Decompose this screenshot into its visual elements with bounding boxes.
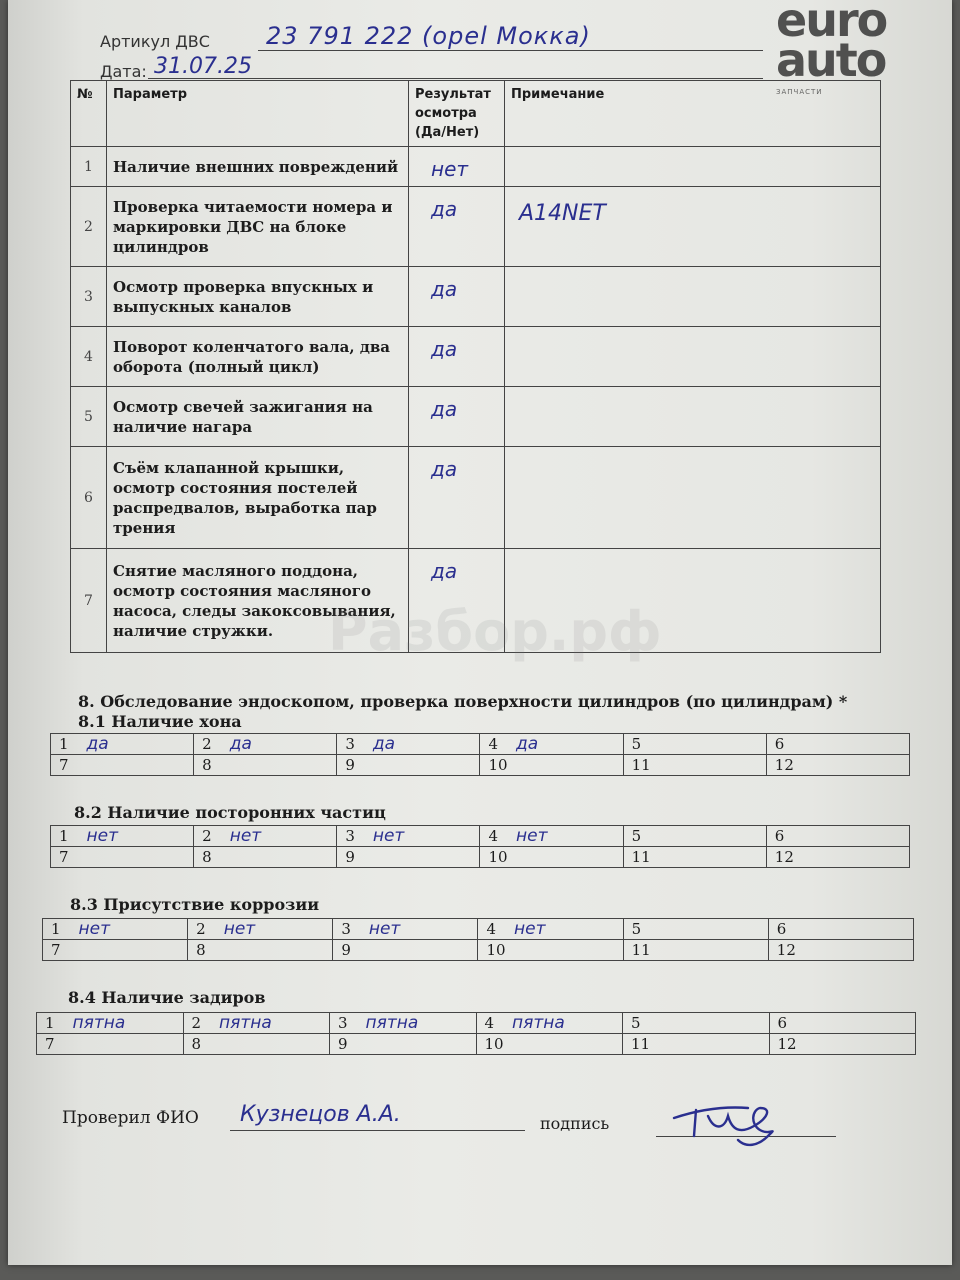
row-result: да [409, 387, 505, 447]
cylinder-cell [476, 1013, 623, 1034]
cylinder-cell [37, 1013, 184, 1034]
table-row [71, 447, 881, 549]
inspection-table [70, 80, 881, 653]
cylinder-cell [333, 940, 478, 961]
paper-sheet [8, 0, 952, 1265]
row-result: да [409, 327, 505, 387]
cylinder-value: нет [516, 826, 548, 846]
cylinder-number: 8 [202, 756, 212, 774]
logo-tagline: ЗАПЧАСТИ [776, 88, 823, 96]
cylinder-number: 7 [59, 848, 69, 866]
cylinder-cell [333, 919, 478, 940]
cylinder-number: 5 [631, 827, 642, 845]
row-result: да [409, 447, 505, 549]
subsection-title: 8.2 Наличие посторонних частиц [74, 803, 386, 822]
cylinder-number: 1 [59, 735, 69, 753]
cylinder-cell [194, 734, 337, 755]
cylinder-value: нет [372, 826, 405, 846]
cylinder-number: 10 [486, 941, 506, 959]
cylinder-cell [337, 755, 480, 776]
row-number: 2 [71, 187, 107, 267]
table-row [43, 940, 914, 961]
article-value: 23 791 222 (opel Мокка) [266, 22, 591, 50]
cylinder-number: 3 [341, 920, 351, 938]
row-note [505, 327, 881, 387]
cylinder-cell [476, 1034, 623, 1055]
cylinder-cell [480, 826, 623, 847]
table-row [51, 826, 910, 847]
row-parameter: Наличие внешних повреждений [107, 147, 409, 187]
cylinder-number: 11 [631, 1035, 651, 1053]
cylinder-cell [623, 847, 766, 868]
cylinder-cell [330, 1013, 477, 1034]
logo-line1: euro [776, 0, 887, 47]
subsection-title: 8.1 Наличие хона [78, 712, 242, 731]
cylinder-value: да [229, 734, 252, 754]
cylinder-cell [43, 919, 188, 940]
cylinder-number: 11 [631, 941, 651, 959]
cylinder-number: 2 [202, 735, 212, 753]
cylinder-value: да [372, 734, 396, 754]
cylinder-number: 8 [191, 1035, 202, 1053]
row-parameter: Осмотр проверка впускных и выпускных каналов [107, 267, 409, 327]
cylinder-value: пятна [365, 1013, 419, 1033]
cylinder-number: 4 [484, 1014, 495, 1032]
table-row [37, 1034, 916, 1055]
row-number: 6 [71, 447, 107, 549]
cylinder-value: да [516, 734, 539, 754]
cylinder-cell [183, 1034, 330, 1055]
cylinder-cell [51, 826, 194, 847]
table-row [51, 755, 910, 776]
cylinder-number: 10 [484, 1035, 504, 1053]
cylinder-cell [43, 940, 188, 961]
cylinder-cell [51, 755, 194, 776]
cylinder-number: 11 [631, 848, 651, 866]
cylinder-cell [478, 919, 623, 940]
row-note [505, 267, 881, 327]
cylinder-number: 6 [774, 735, 785, 753]
cylinder-number: 9 [338, 1035, 348, 1053]
col-result: Результат осмотра (Да/Нет) [409, 81, 505, 147]
cylinder-cell [478, 940, 623, 961]
table-row [71, 267, 881, 327]
cylinder-number: 5 [631, 1014, 641, 1032]
cylinder-number: 4 [488, 827, 499, 845]
table-row [51, 734, 910, 755]
subsection-title: 8.4 Наличие задиров [68, 988, 266, 1007]
cylinder-cell [623, 734, 766, 755]
cylinder-cell [768, 940, 913, 961]
cylinder-number: 4 [486, 920, 497, 938]
cylinder-grid-scoring [36, 1012, 916, 1055]
cylinder-cell [37, 1034, 184, 1055]
cylinder-number: 10 [488, 756, 508, 774]
date-value: 31.07.25 [154, 54, 252, 79]
cylinder-cell [623, 1013, 770, 1034]
cylinder-value: нет [78, 919, 111, 939]
date-label: Дата: [100, 62, 147, 81]
cylinder-number: 5 [631, 920, 642, 938]
row-parameter: Поворот коленчатого вала, два оборота (полный цикл) [107, 327, 409, 387]
cylinder-value: нет [86, 826, 119, 846]
row-note [505, 147, 881, 187]
table-row [37, 1013, 916, 1034]
cylinder-grid-particles [50, 825, 910, 868]
cylinder-number: 8 [202, 848, 212, 866]
checked-by-label: Проверил ФИО [62, 1108, 199, 1128]
cylinder-number: 1 [59, 827, 69, 845]
cylinder-cell [769, 1013, 916, 1034]
cylinder-cell [480, 755, 623, 776]
cylinder-cell [194, 755, 337, 776]
cylinder-cell [766, 755, 909, 776]
cylinder-cell [623, 919, 768, 940]
table-row [51, 847, 910, 868]
row-result: да [409, 549, 505, 653]
cylinder-value: нет [229, 826, 262, 846]
row-number: 5 [71, 387, 107, 447]
cylinder-number: 7 [59, 756, 69, 774]
cylinder-cell [769, 1034, 916, 1055]
row-result: да [409, 267, 505, 327]
cylinder-value: пятна [72, 1013, 126, 1033]
cylinder-cell [183, 1013, 330, 1034]
cylinder-number: 9 [345, 756, 355, 774]
cylinder-cell [337, 847, 480, 868]
row-note: A14NET [505, 187, 881, 267]
logo-line2: auto [776, 33, 886, 87]
cylinder-cell [194, 847, 337, 868]
signature-mark [668, 1096, 798, 1152]
col-note: Примечание [505, 81, 881, 147]
cylinder-value: пятна [219, 1013, 272, 1033]
row-result: нет [409, 147, 505, 187]
cylinder-number: 6 [776, 920, 787, 938]
cylinder-number: 9 [341, 941, 351, 959]
cylinder-cell [188, 940, 333, 961]
table-row [71, 147, 881, 187]
cylinder-number: 12 [774, 848, 794, 866]
row-number: 7 [71, 549, 107, 653]
cylinder-cell [480, 847, 623, 868]
cylinder-value: нет [514, 919, 546, 939]
cylinder-value: нет [368, 919, 401, 939]
cylinder-cell [51, 847, 194, 868]
row-parameter: Проверка читаемости номера и маркировки ДВС на блоке цилиндров [107, 187, 409, 267]
table-row [43, 919, 914, 940]
cylinder-number: 5 [631, 735, 642, 753]
cylinder-cell [623, 826, 766, 847]
cylinder-cell [480, 734, 623, 755]
cylinder-number: 2 [191, 1014, 202, 1032]
cylinder-number: 6 [777, 1014, 788, 1032]
article-label: Артикул ДВС [100, 32, 210, 51]
cylinder-number: 11 [631, 756, 651, 774]
cylinder-value: пятна [512, 1013, 565, 1033]
cylinder-number: 7 [45, 1035, 55, 1053]
cylinder-number: 3 [345, 735, 355, 753]
row-number: 3 [71, 267, 107, 327]
cylinder-number: 1 [51, 920, 61, 938]
cylinder-cell [766, 847, 909, 868]
table-row [71, 327, 881, 387]
cylinder-cell [766, 826, 909, 847]
row-parameter: Снятие масляного поддона, осмотр состояния масляного насоса, следы закоксовывания, наличие стружки. [107, 549, 409, 653]
checked-by-value: Кузнецов А.А. [240, 1102, 401, 1127]
watermark: Разбор.рф [328, 600, 662, 663]
cylinder-grid-honing [50, 733, 910, 776]
checked-by-underline [230, 1130, 525, 1131]
cylinder-number: 7 [51, 941, 61, 959]
cylinder-cell [194, 826, 337, 847]
table-row [71, 387, 881, 447]
cylinder-number: 8 [196, 941, 206, 959]
cylinder-number: 6 [774, 827, 785, 845]
cylinder-grid-corrosion [42, 918, 914, 961]
subsection-title: 8.3 Присутствие коррозии [70, 895, 320, 914]
cylinder-number: 9 [345, 848, 355, 866]
section8-title: 8. Обследование эндоскопом, проверка поверхности цилиндров (по цилиндрам) * [78, 692, 848, 711]
cylinder-number: 12 [777, 1035, 797, 1053]
cylinder-number: 1 [45, 1014, 55, 1032]
col-parameter: Параметр [107, 81, 409, 147]
row-parameter: Съём клапанной крышки, осмотр состояния постелей распредвалов, выработка пар трения [107, 447, 409, 549]
cylinder-number: 10 [488, 848, 508, 866]
col-number: № [71, 81, 107, 147]
table-header-row [71, 81, 881, 147]
cylinder-cell [623, 755, 766, 776]
cylinder-number: 3 [345, 827, 355, 845]
signature-label: подпись [540, 1114, 610, 1133]
cylinder-cell [623, 940, 768, 961]
cylinder-cell [188, 919, 333, 940]
row-parameter: Осмотр свечей зажигания на наличие нагара [107, 387, 409, 447]
cylinder-number: 12 [774, 756, 794, 774]
cylinder-number: 12 [776, 941, 796, 959]
row-result: да [409, 187, 505, 267]
cylinder-cell [51, 734, 194, 755]
row-note [505, 447, 881, 549]
cylinder-cell [766, 734, 909, 755]
cylinder-cell [330, 1034, 477, 1055]
cylinder-cell [337, 734, 480, 755]
row-number: 1 [71, 147, 107, 187]
article-underline [258, 50, 763, 51]
row-note [505, 387, 881, 447]
cylinder-number: 3 [338, 1014, 348, 1032]
cylinder-number: 4 [488, 735, 499, 753]
cylinder-cell [768, 919, 913, 940]
cylinder-value: нет [223, 919, 256, 939]
cylinder-value: да [86, 734, 109, 754]
cylinder-cell [337, 826, 480, 847]
cylinder-cell [623, 1034, 770, 1055]
cylinder-number: 2 [196, 920, 206, 938]
cylinder-number: 2 [202, 827, 212, 845]
table-row [71, 187, 881, 267]
row-number: 4 [71, 327, 107, 387]
